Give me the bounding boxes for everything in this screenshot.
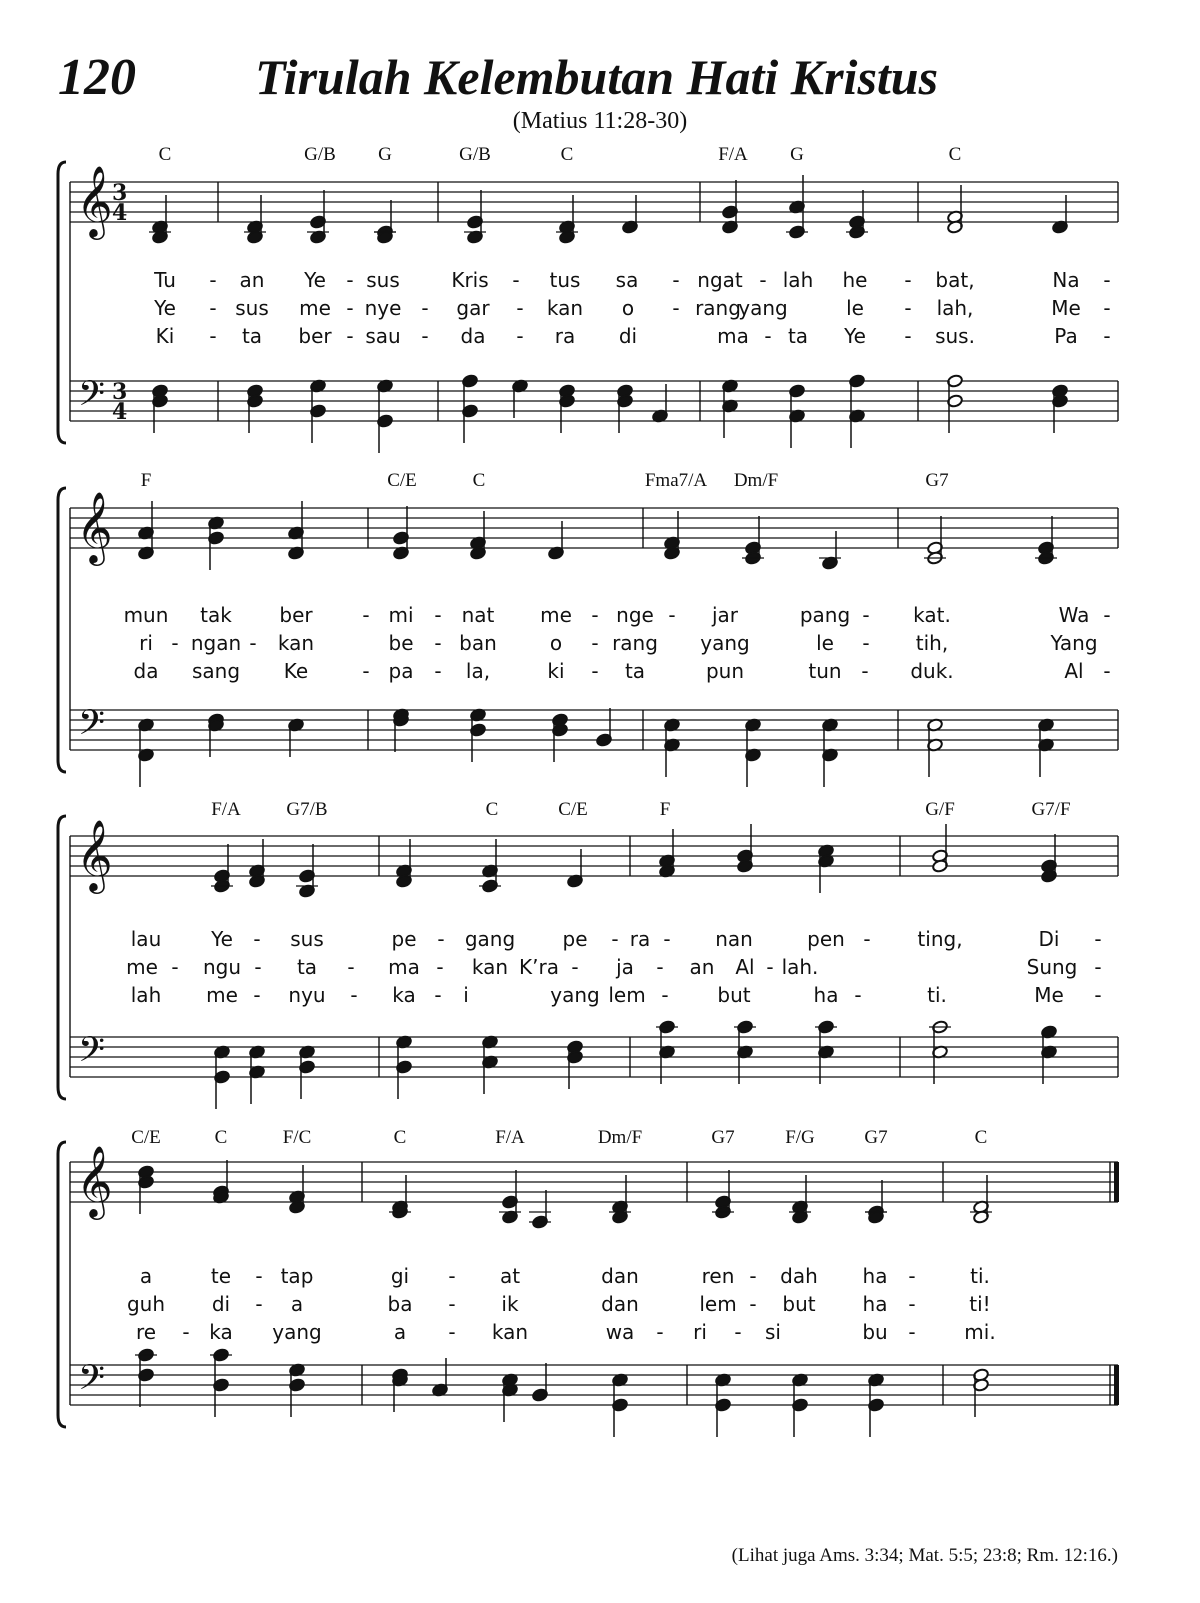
lyric-syllable: - (437, 927, 445, 951)
lyric-syllable: - (904, 268, 912, 292)
lyric-syllable: re (135, 1320, 157, 1344)
bass-clef-icon: 𝄢 (78, 1357, 106, 1406)
treble-clef-icon: 𝄞 (76, 164, 113, 237)
footer-references: (Lihat juga Ams. 3:34; Mat. 5:5; 23:8; Rm. 12:16.) (731, 1545, 1118, 1566)
lyric-syllable: ha (862, 1264, 888, 1288)
lyric-syllable: tak (200, 603, 232, 627)
lyric-syllable: me (126, 955, 158, 979)
lyric-syllable: yang (272, 1320, 322, 1344)
lyric-syllable: ting, (917, 927, 963, 951)
lyric-syllable: ik (501, 1292, 519, 1316)
lyric-syllable: - (448, 1292, 456, 1316)
lyric-syllable: - (904, 324, 912, 348)
lyric-syllable: me (299, 296, 331, 320)
lyric-syllable: Kris (451, 268, 489, 292)
lyric-syllable: si (765, 1320, 781, 1344)
lyric-syllable: - (255, 1292, 263, 1316)
lyric-syllable: - (1103, 324, 1111, 348)
lyric-syllable: - (1094, 927, 1102, 951)
chord-symbol: G7/B (286, 799, 328, 820)
lyric-syllable: - (1094, 955, 1102, 979)
lyric-syllable: lem (608, 983, 646, 1007)
lyric-syllable: - (759, 268, 767, 292)
chord-symbol: C/E (558, 799, 588, 820)
lyric-syllable: - (512, 268, 520, 292)
lyric-syllable: be (388, 631, 414, 655)
chord-symbol: C (974, 1127, 988, 1148)
system-1 (58, 144, 1118, 453)
lyric-syllable: but (782, 1292, 816, 1316)
lyric-syllable: ren (701, 1264, 735, 1288)
lyric-syllable: - (1103, 603, 1111, 627)
lyric-syllable: nyu (288, 983, 326, 1007)
lyric-syllable: - (1103, 659, 1111, 683)
chord-symbol: G/B (459, 144, 491, 165)
lyric-syllable: - (904, 296, 912, 320)
lyric-syllable: - (209, 324, 217, 348)
chord-symbol: G7 (864, 1127, 888, 1148)
lyric-syllable: a (290, 1292, 304, 1316)
lyric-syllable: - (749, 1264, 757, 1288)
treble-clef-icon: 𝄞 (76, 818, 113, 891)
lyric-syllable: Ke (283, 659, 309, 683)
lyric-syllable: sus (366, 268, 400, 292)
lyric-syllable: jar (711, 603, 739, 627)
lyric-syllable: duk. (910, 659, 954, 683)
lyric-syllable: Al (1064, 659, 1084, 683)
lyric-syllable: ta (241, 324, 263, 348)
chord-symbol: G7/F (1031, 799, 1071, 820)
lyric-syllable: Ye (844, 324, 866, 348)
lyric-syllable: - (663, 927, 671, 951)
lyric-syllable: - (1103, 296, 1111, 320)
chord-symbol: C (560, 144, 574, 165)
lyric-syllable: he (842, 268, 868, 292)
chord-symbol: C (214, 1127, 228, 1148)
lyric-syllable: ti. (970, 1264, 990, 1288)
system-bracket (58, 162, 66, 443)
lyric-syllable: ber (279, 603, 313, 627)
lyric-syllable: - (436, 955, 444, 979)
lyric-syllable: ngan (190, 631, 242, 655)
lyric-syllable: kan (277, 631, 315, 655)
lyric-syllable: Di (1038, 927, 1060, 951)
lyric-syllable: but (717, 983, 751, 1007)
lyric-syllable: ja (616, 955, 634, 979)
lyric-syllable: - (346, 296, 354, 320)
system-bracket (58, 1142, 66, 1427)
bass-clef-icon: 𝄢 (78, 373, 106, 422)
lyric-syllable: - (209, 268, 217, 292)
lyric-syllable: sus (290, 927, 324, 951)
lyric-syllable: gar (456, 296, 490, 320)
lyric-syllable: - (209, 296, 217, 320)
lyric-syllable: ra (554, 324, 576, 348)
lyric-syllable: dan (601, 1292, 639, 1316)
lyric-syllable: - (591, 659, 599, 683)
lyric-syllable: mi (388, 603, 414, 627)
lyric-syllable: sau (365, 324, 401, 348)
lyric-syllable: ngat (697, 268, 743, 292)
chord-symbol: F (140, 470, 152, 491)
lyric-syllable: gang (464, 927, 516, 951)
lyric-syllable: pang (799, 603, 851, 627)
time-signature-bottom: 4 (112, 200, 128, 226)
chord-symbol: Fma7/A (644, 470, 708, 491)
lyric-syllable: - (908, 1292, 916, 1316)
lyric-syllable: - (434, 603, 442, 627)
system-bracket (58, 488, 66, 772)
lyric-syllable: me (206, 983, 238, 1007)
lyric-syllable: rang (695, 296, 741, 320)
chord-symbol: F/C (282, 1127, 312, 1148)
lyric-syllable: lem (699, 1292, 737, 1316)
lyric-syllable: - (448, 1320, 456, 1344)
lyric-syllable: Me (1051, 296, 1081, 320)
lyric-syllable: bu (862, 1320, 888, 1344)
hymn-number: 120 (58, 49, 136, 106)
lyric-syllable: - (591, 603, 599, 627)
lyric-syllable: lah (130, 983, 162, 1007)
lyric-syllable: - (862, 603, 870, 627)
chord-symbol: G7 (711, 1127, 735, 1148)
scripture-reference: (Matius 11:28-30) (512, 108, 688, 134)
chord-symbol: C (393, 1127, 407, 1148)
lyric-syllable: yang (550, 983, 600, 1007)
lyric-syllable: - (611, 927, 619, 951)
lyric-syllable: - (861, 659, 869, 683)
lyric-syllable: ra (629, 927, 651, 951)
lyric-syllable: - (516, 324, 524, 348)
lyric-syllable: ba (387, 1292, 413, 1316)
lyric-syllable: - (434, 659, 442, 683)
lyric-syllable: - (749, 1292, 757, 1316)
hymn-title: Tirulah Kelembutan Hati Kristus (255, 49, 939, 105)
chord-symbol: Dm/F (597, 1127, 643, 1148)
system-3 (58, 799, 1118, 1109)
lyric-syllable: - (448, 1264, 456, 1288)
chord-symbol: C (485, 799, 499, 820)
lyric-syllable: me (540, 603, 572, 627)
lyric-syllable: tus (549, 268, 581, 292)
lyric-syllable: pun (705, 659, 745, 683)
chord-symbol: F/G (785, 1127, 815, 1148)
lyric-syllable: Yang (1050, 631, 1098, 655)
lyric-syllable: - (421, 296, 429, 320)
lyric-syllable: Al (735, 955, 755, 979)
lyric-syllable: Na (1052, 268, 1080, 292)
lyric-syllable: - (253, 927, 261, 951)
lyric-syllable: pe (562, 927, 588, 951)
lyric-syllable: a (393, 1320, 407, 1344)
chord-symbol: Dm/F (733, 470, 779, 491)
lyric-syllable: Sung (1026, 955, 1078, 979)
bass-clef-icon: 𝄢 (78, 1029, 106, 1078)
lyric-syllable: ber (298, 324, 332, 348)
lyric-syllable: kan (546, 296, 584, 320)
lyric-syllable: - (421, 324, 429, 348)
lyric-syllable: - (1103, 268, 1111, 292)
lyric-syllable: - (766, 955, 774, 979)
time-signature-bottom: 4 (112, 399, 128, 425)
lyric-syllable: ta (787, 324, 809, 348)
chord-symbol: C/E (387, 470, 417, 491)
chord-symbol: F/A (211, 799, 241, 820)
lyric-syllable: - (1094, 983, 1102, 1007)
lyric-syllable: nat (461, 603, 495, 627)
lyric-syllable: - (346, 268, 354, 292)
lyric-syllable: - (362, 659, 370, 683)
chord-symbol: G (378, 144, 392, 165)
lyric-syllable: - (661, 983, 669, 1007)
lyric-syllable: ka (392, 983, 416, 1007)
lyric-syllable: rang (612, 631, 658, 655)
lyric-syllable: mi. (964, 1320, 996, 1344)
chord-symbol: F/A (495, 1127, 525, 1148)
lyric-syllable: guh (126, 1292, 166, 1316)
lyric-syllable: lah, (936, 296, 974, 320)
chord-symbol: G (790, 144, 804, 165)
lyric-syllable: - (434, 631, 442, 655)
lyric-syllable: ki (547, 659, 565, 683)
lyric-syllable: la, (465, 659, 491, 683)
lyric-syllable: lah (782, 268, 814, 292)
lyric-syllable: tih, (915, 631, 949, 655)
lyric-syllable: ri (693, 1320, 707, 1344)
chord-symbol: C/E (131, 1127, 161, 1148)
lyric-syllable: - (854, 983, 862, 1007)
treble-clef-icon: 𝄞 (76, 490, 113, 563)
lyric-syllable: - (764, 324, 772, 348)
lyric-syllable: di (211, 1292, 231, 1316)
lyric-syllable: - (362, 603, 370, 627)
lyric-syllable: i (463, 983, 469, 1007)
lyric-syllable: tap (280, 1264, 314, 1288)
lyric-syllable: - (182, 1320, 190, 1344)
lyric-syllable: - (571, 955, 579, 979)
lyric-syllable: ma (388, 955, 420, 979)
time-signature-top: 3 (112, 180, 128, 206)
lyric-syllable: yang (738, 296, 788, 320)
lyric-syllable: ka (209, 1320, 233, 1344)
lyric-syllable: ha (862, 1292, 888, 1316)
lyric-syllable: - (908, 1320, 916, 1344)
lyric-syllable: Ye (304, 268, 326, 292)
lyric-syllable: o (549, 631, 563, 655)
chord-symbol: C (158, 144, 172, 165)
lyric-syllable: K’ra (519, 955, 559, 979)
lyric-syllable: kan (491, 1320, 529, 1344)
lyric-syllable: - (863, 927, 871, 951)
lyric-syllable: ta (296, 955, 318, 979)
lyric-syllable: - (350, 983, 358, 1007)
lyric-syllable: an (689, 955, 715, 979)
lyric-syllable: ma (717, 324, 749, 348)
lyric-syllable: at (499, 1264, 521, 1288)
chord-symbol: G7 (925, 470, 949, 491)
lyric-syllable: - (346, 324, 354, 348)
lyric-syllable: le (846, 296, 864, 320)
system-2 (58, 470, 1118, 787)
lyric-syllable: Ki (155, 324, 175, 348)
lyric-syllable: - (434, 983, 442, 1007)
lyric-syllable: a (139, 1264, 153, 1288)
chord-symbol: G/B (304, 144, 336, 165)
lyric-syllable: wa (605, 1320, 635, 1344)
lyric-syllable: sang (191, 659, 241, 683)
lyric-syllable: - (908, 1264, 916, 1288)
lyric-syllable: - (255, 1264, 263, 1288)
lyric-syllable: dah (780, 1264, 818, 1288)
lyric-syllable: mun (123, 603, 169, 627)
lyric-syllable: o (621, 296, 635, 320)
lyric-syllable: ngu (202, 955, 242, 979)
lyric-syllable: pen (807, 927, 845, 951)
lyric-syllable: yang (700, 631, 750, 655)
lyric-syllable: - (668, 603, 676, 627)
lyric-syllable: an (239, 268, 265, 292)
lyric-syllable: - (862, 631, 870, 655)
bass-clef-icon: 𝄢 (78, 702, 106, 751)
system-bracket (58, 816, 66, 1099)
lyric-syllable: Pa (1054, 324, 1078, 348)
treble-clef-icon: 𝄞 (76, 1144, 113, 1217)
chord-symbol: G/F (925, 799, 955, 820)
chord-symbol: C (948, 144, 962, 165)
lyric-syllable: dan (601, 1264, 639, 1288)
lyric-syllable: - (347, 955, 355, 979)
lyric-syllable: te (210, 1264, 232, 1288)
chord-symbol: F (659, 799, 671, 820)
lyric-syllable: sus. (935, 324, 975, 348)
lyric-syllable: - (171, 955, 179, 979)
lyric-syllable: - (516, 296, 524, 320)
lyric-syllable: Wa (1058, 603, 1090, 627)
lyric-syllable: tun (808, 659, 842, 683)
lyric-syllable: ha (813, 983, 839, 1007)
lyric-syllable: - (591, 631, 599, 655)
lyric-syllable: - (672, 296, 680, 320)
lyric-syllable: ti. (927, 983, 947, 1007)
lyric-syllable: Ye (154, 296, 176, 320)
lyric-syllable: gi (390, 1264, 410, 1288)
time-signature-top: 3 (112, 379, 128, 405)
lyric-syllable: lah. (781, 955, 819, 979)
lyric-syllable: - (171, 631, 179, 655)
lyric-syllable: pe (391, 927, 417, 951)
system-4 (58, 1127, 1119, 1437)
lyric-syllable: nye (364, 296, 402, 320)
lyric-syllable: bat, (935, 268, 975, 292)
lyric-syllable: - (672, 268, 680, 292)
lyric-syllable: nge (616, 603, 654, 627)
lyric-syllable: ti! (969, 1292, 991, 1316)
lyric-syllable: Ye (211, 927, 233, 951)
lyric-syllable: Tu (154, 268, 176, 292)
lyric-syllable: kan (471, 955, 509, 979)
lyric-syllable: - (253, 983, 261, 1007)
lyric-syllable: Me (1034, 983, 1064, 1007)
lyric-syllable: ban (459, 631, 497, 655)
chord-symbol: C (472, 470, 486, 491)
lyric-syllable: nan (715, 927, 753, 951)
lyric-syllable: ta (624, 659, 646, 683)
lyric-syllable: lau (130, 927, 162, 951)
chord-symbol: F/A (718, 144, 748, 165)
lyric-syllable: sus (235, 296, 269, 320)
lyric-syllable: da (460, 324, 486, 348)
lyric-syllable: - (656, 955, 664, 979)
lyric-syllable: da (133, 659, 159, 683)
final-barline (1114, 1162, 1119, 1202)
lyric-syllable: kat. (913, 603, 951, 627)
lyric-syllable: - (734, 1320, 742, 1344)
lyric-syllable: di (618, 324, 638, 348)
lyric-syllable: sa (615, 268, 639, 292)
lyric-syllable: - (249, 631, 257, 655)
final-barline (1114, 1365, 1119, 1405)
lyric-syllable: - (656, 1320, 664, 1344)
lyric-syllable: ri (139, 631, 153, 655)
lyric-syllable: - (254, 955, 262, 979)
lyric-syllable: pa (388, 659, 414, 683)
lyric-syllable: le (816, 631, 834, 655)
